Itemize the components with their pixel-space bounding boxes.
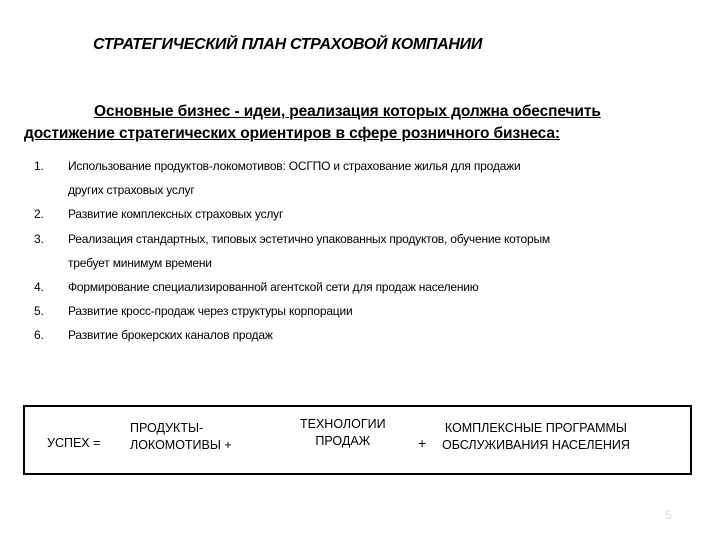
formula-programs-term: [442, 420, 630, 454]
list-item-text: Развитие комплексных страховых услуг: [68, 207, 284, 222]
formula-success-label: УСПЕХ =: [47, 436, 101, 450]
subtitle-line-2: достижение стратегических ориентиров в сфере розничного бизнеса:: [24, 125, 560, 142]
list-item-number: 2.: [34, 207, 44, 222]
list-item-text: Реализация стандартных, типовых эстетично упакованных продуктов, обучение которым: [68, 231, 550, 246]
formula-products-term: [130, 420, 232, 454]
slide-title: СТРАТЕГИЧЕСКИЙ ПЛАН СТРАХОВОЙ КОМПАНИИ: [93, 36, 483, 53]
list-item-number: 5.: [34, 304, 44, 319]
list-item-text: Развитие кросс-продаж через структуры корпорации: [68, 304, 353, 319]
list-item: [34, 227, 694, 275]
formula-programs-line-2: ОБСЛУЖИВАНИЯ НАСЕЛЕНИЯ: [442, 438, 630, 452]
list-item: [34, 323, 694, 347]
list-item-number: 1.: [34, 159, 44, 173]
list-item-text: Использование продуктов-локомотивов: ОСГПО и страхование жилья для продажи: [68, 159, 521, 173]
formula-tech-term: [300, 416, 386, 450]
list-item-text: Формирование специализированной агентской сети для продаж населению: [68, 280, 479, 295]
formula-plus-sign: +: [418, 435, 427, 451]
list-item-text: других страховых услуг: [68, 183, 195, 198]
formula-tech-line-2: ПРОДАЖ: [315, 434, 371, 448]
list-item: [34, 299, 694, 323]
business-ideas-list: [34, 154, 694, 348]
subtitle-line-1: Основные бизнес - идеи, реализация которых должна обеспечить: [94, 103, 601, 120]
success-formula-box: [23, 405, 692, 475]
formula-products-line-2: ЛОКОМОТИВЫ +: [130, 438, 232, 452]
list-item-number: 3.: [34, 231, 44, 246]
list-item: [34, 154, 694, 202]
page-number: 5: [665, 508, 672, 522]
list-item-text: требует минимум времени: [68, 255, 212, 270]
list-item-number: 6.: [34, 328, 44, 343]
formula-products-line-1: ПРОДУКТЫ-: [130, 421, 204, 435]
formula-tech-line-1: ТЕХНОЛОГИИ: [300, 417, 386, 431]
slide-subtitle: [24, 101, 704, 145]
list-item-number: 4.: [34, 280, 44, 295]
list-item: [34, 202, 694, 226]
list-item: [34, 275, 694, 299]
list-item-text: Развитие брокерских каналов продаж: [68, 328, 273, 343]
formula-programs-line-1: КОМПЛЕКСНЫЕ ПРОГРАММЫ: [444, 421, 628, 435]
